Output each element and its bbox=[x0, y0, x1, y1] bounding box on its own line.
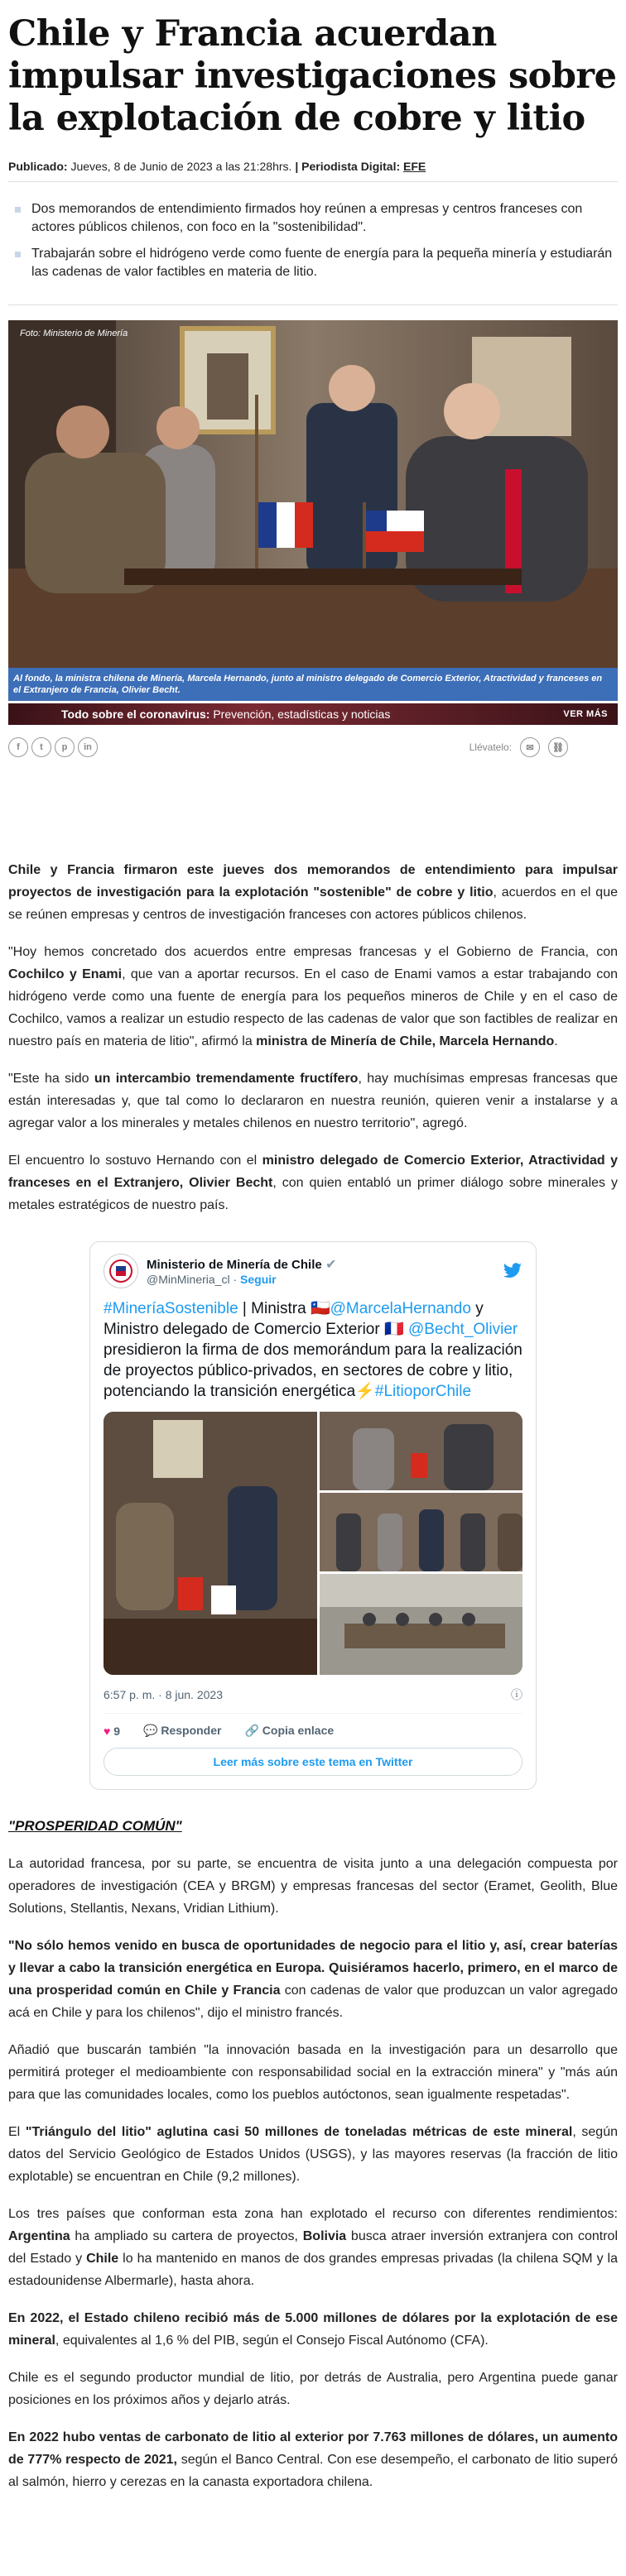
twitter-bird-icon[interactable] bbox=[503, 1263, 522, 1279]
photo-caption: Al fondo, la ministra chilena de Minería, Marcela Hernando, junto al ministro delegado de Comercio Exterior, Atractividad y franceses en el Extranjero de Francia, Olivier Becht. bbox=[8, 668, 618, 701]
text: , según datos del Servicio Geológico de Estados Unidos (USGS), y las mayores reservas (la fracción de litio explotable) se encuentran en Chile (9,2 millones). bbox=[8, 2125, 618, 2184]
summary-bullet: Dos memorandos de entendimiento firmados hoy reúnen a empresas y centros franceses con actores públicos chilenos, con foco en la "sostenibilidad". bbox=[8, 200, 618, 237]
paragraph bbox=[8, 2121, 618, 2188]
paragraph bbox=[8, 941, 618, 1053]
author-link[interactable]: EFE bbox=[403, 160, 426, 173]
reply-button[interactable] bbox=[143, 1724, 221, 1738]
read-more-twitter-button[interactable]: Leer más sobre este tema en Twitter bbox=[104, 1748, 522, 1776]
chile-flag-icon: 🇨🇱 bbox=[310, 1300, 330, 1317]
paragraph: Chile es el segundo productor mundial de litio, por detrás de Australia, pero Argentina puede ganar posiciones en los próximos años y dejarlo atrás. bbox=[8, 2371, 618, 2407]
save-label: Llévatelo: bbox=[469, 741, 512, 753]
tweet-photo[interactable] bbox=[320, 1493, 522, 1571]
summary-bullet: Trabajarán sobre el hidrógeno verde como fuente de energía para la pequeña minería y estudiarán las cadenas de valor factibles en materia de litio. bbox=[8, 245, 618, 281]
link-icon: 🔗 bbox=[244, 1724, 259, 1737]
save-area bbox=[470, 737, 568, 757]
tweet-author-name bbox=[147, 1256, 337, 1273]
bold-text: Argentina bbox=[8, 2229, 70, 2243]
text: según el Banco Central. Con ese desempeño, el carbonato de litio superó al salmón, hierro y cerezas en la canasta exportadora chilena. bbox=[8, 2453, 618, 2489]
text: El bbox=[8, 2125, 26, 2139]
text: presidieron la firma de dos memorándum para la realización de proyectos público-privados, en sectores de cobre y litio, potenciando la transición energética bbox=[104, 1341, 522, 1400]
text: con cadenas de valor que produzcan un valor agregado acá en Chile y para los chilenos", dijo el ministro francés. bbox=[8, 1984, 619, 2020]
text: | Ministra bbox=[238, 1300, 311, 1317]
follow-button[interactable]: Seguir bbox=[240, 1273, 277, 1286]
author-name: Ministerio de Minería de Chile bbox=[147, 1258, 322, 1272]
banner-subtext: Prevención, estadísticas y noticias bbox=[213, 708, 391, 721]
reply-icon: 💬 bbox=[143, 1724, 158, 1737]
paragraph bbox=[8, 859, 618, 926]
share-row bbox=[8, 735, 618, 760]
tweet-user[interactable] bbox=[104, 1254, 337, 1288]
article-title: Chile y Francia acuerdan impulsar investigaciones sobre la explotación de cobre y litio bbox=[8, 13, 617, 139]
paragraph: La autoridad francesa, por su parte, se encuentra de visita junto a una delegación compuesta por operadores de investigación (CEA y BRGM) y empresas francesas del sector (Eramet, Geolith, Blue Solutions, Stellantis, Nexans, Vridian Lithium). bbox=[8, 1857, 618, 1916]
text: ha ampliado su cartera de proyectos, bbox=[70, 2229, 303, 2243]
tweet-handle: @MinMineria_cl bbox=[147, 1273, 230, 1286]
text: El encuentro lo sostuvo Hernando con el bbox=[8, 1154, 262, 1168]
paragraph: Añadió que buscarán también "la innovación basada en la investigación para un desarrollo que permitirá proteger el medioambiente con responsabilidad social en la extracción minera" y "más aún para que las comunidades locales, como los pueblos autóctonos, sean igualmente respetadas". bbox=[8, 2043, 618, 2102]
tweet-photo[interactable] bbox=[320, 1574, 522, 1675]
hashtag-link[interactable]: #LitioporChile bbox=[374, 1383, 472, 1400]
paragraph bbox=[8, 1067, 618, 1134]
twitter-icon[interactable]: t bbox=[31, 737, 51, 757]
info-icon[interactable]: ⓘ bbox=[511, 1688, 522, 1701]
bold-text: Bolivia bbox=[302, 2229, 347, 2243]
paragraph bbox=[8, 2426, 618, 2493]
embedded-tweet bbox=[89, 1241, 537, 1790]
paragraph bbox=[8, 2203, 618, 2292]
text: "Este ha sido bbox=[8, 1072, 94, 1086]
banner-more-link[interactable]: VER MÁS bbox=[563, 709, 608, 719]
bold-text: En 2022 hubo ventas de carbonato de litio al exterior por 7.763 millones de dólares, un aumento de 777% respecto de 2021, bbox=[8, 2430, 618, 2467]
tweet-handle-row bbox=[147, 1273, 337, 1286]
like-button[interactable] bbox=[104, 1725, 120, 1738]
share-icons bbox=[8, 737, 98, 757]
summary-bullets bbox=[8, 200, 618, 305]
bold-text: Cochilco y Enami bbox=[8, 967, 123, 981]
main-photo bbox=[8, 320, 618, 668]
copy-link-button[interactable] bbox=[244, 1724, 334, 1738]
france-flag-icon: 🇫🇷 bbox=[384, 1321, 404, 1338]
tweet-time-row bbox=[104, 1686, 522, 1703]
bold-text: "No sólo hemos venido en busca de oportunidades de negocio para el litio y, así, crear baterías y llevar a cabo la transición energética en Europa. Quisiéramos hacerlo, primero, en el marco de una prosperidad común en Chile y Francia bbox=[8, 1939, 618, 1998]
email-icon[interactable]: ✉ bbox=[520, 737, 540, 757]
tweet-text bbox=[104, 1298, 522, 1402]
published-label: Publicado: bbox=[8, 160, 68, 173]
tweet-media-grid[interactable] bbox=[104, 1412, 522, 1675]
text: lo ha mantenido en manos de dos grandes empresas privadas (la chilena SQM y la estadounidense Albermarle), hasta ahora. bbox=[8, 2252, 618, 2288]
text: , equivalentes al 1,6 % del PIB, según el Consejo Fiscal Autónomo (CFA). bbox=[55, 2334, 489, 2348]
mention-link[interactable]: @Becht_Olivier bbox=[407, 1321, 518, 1338]
bold-text: un intercambio tremendamente fructífero bbox=[94, 1072, 359, 1086]
tweet-timestamp[interactable]: 6:57 p. m. · 8 jun. 2023 bbox=[104, 1688, 223, 1701]
like-count: 9 bbox=[113, 1724, 120, 1738]
ministry-logo-icon bbox=[104, 1254, 138, 1288]
verified-badge-icon: ✔ bbox=[325, 1258, 337, 1272]
lightning-icon: ⚡ bbox=[355, 1383, 375, 1400]
text: "Hoy hemos concretado dos acuerdos entre empresas francesas y el Gobierno de Francia, con bbox=[8, 945, 618, 959]
linkedin-icon[interactable]: in bbox=[78, 737, 98, 757]
banner-text bbox=[61, 708, 390, 721]
author-separator: | Periodista Digital: bbox=[295, 160, 401, 173]
text: y Ministro delegado de Comercio Exterior bbox=[104, 1300, 484, 1338]
copy-label: Copia enlace bbox=[262, 1724, 335, 1737]
text: , hay muchísimas empresas francesas que están interesadas y, que tal como lo declararon en nuestra reunión, quieren venir a instalarse y a agregar valor a los minerales y metales chilenos en nuestro territorio", agregó. bbox=[8, 1072, 619, 1130]
facebook-icon[interactable]: f bbox=[8, 737, 28, 757]
coronavirus-banner[interactable] bbox=[8, 703, 618, 725]
separator: · bbox=[229, 1273, 241, 1286]
bold-text: "Triángulo del litio" aglutina casi 50 millones de toneladas métricas de este mineral bbox=[25, 2125, 573, 2139]
article-body bbox=[8, 859, 618, 2493]
mention-link[interactable]: @MarcelaHernando bbox=[330, 1300, 471, 1317]
text: . bbox=[554, 1034, 558, 1048]
bold-text: ministra de Minería de Chile, Marcela Hernando bbox=[256, 1034, 555, 1048]
published-date: Jueves, 8 de Junio de 2023 a las 21:28hrs. bbox=[70, 160, 292, 173]
pinterest-icon[interactable]: p bbox=[55, 737, 75, 757]
reply-label: Responder bbox=[161, 1724, 222, 1737]
tweet-actions bbox=[104, 1713, 522, 1738]
bold-text: ministro delegado de Comercio Exterior, Atractividad y franceses en el Extranjero, Olivier Becht bbox=[8, 1154, 619, 1190]
bold-text: Chile bbox=[86, 2252, 119, 2266]
bold-text: Chile y Francia firmaron este jueves dos memorandos de entendimiento para impulsar proyectos de investigación para la explotación "sostenible" de cobre y litio bbox=[8, 863, 618, 899]
tweet-photo[interactable] bbox=[320, 1412, 522, 1490]
link-icon[interactable]: ⛓ bbox=[548, 737, 568, 757]
paragraph bbox=[8, 1935, 618, 2024]
paragraph bbox=[8, 1149, 618, 1216]
text: , que van a aportar recursos. En el caso de Enami vamos a estar trabajando con hidrógeno verde como una fuente de energía para los pequeños mineros de Chile y en el caso de Cochilco, vamos a realizar un estudio respecto de las cadenas de valor que son factibles de realizar en nuestro país en materia de litio", afirmó la bbox=[8, 967, 618, 1048]
text: busca atraer inversión extranjera con control del Estado y bbox=[8, 2229, 618, 2266]
paragraph bbox=[8, 2307, 618, 2352]
photo-credit: Foto: Ministerio de Minería bbox=[20, 329, 128, 338]
bold-text: En 2022, el Estado chileno recibió más de 5.000 millones de dólares por la explotación de ese mineral bbox=[8, 2311, 618, 2348]
text: Los tres países que conforman esta zona han explotado el recurso con diferentes rendimientos: bbox=[8, 2207, 618, 2221]
tweet-photo[interactable] bbox=[104, 1412, 317, 1675]
text: , acuerdos en el que se reúnen empresas y centros de investigación franceses con actores públicos chilenos. bbox=[8, 885, 618, 922]
banner-bold: Todo sobre el coronavirus: bbox=[61, 708, 210, 721]
photo-illustration bbox=[8, 320, 618, 668]
tweet-header bbox=[104, 1254, 522, 1288]
hashtag-link[interactable]: #MineríaSostenible bbox=[104, 1300, 238, 1317]
text: , con quien entabló un primer diálogo sobre minerales y metales estratégicos de nuestro país. bbox=[8, 1176, 618, 1212]
heart-icon: ♥ bbox=[104, 1724, 111, 1738]
section-heading: "PROSPERIDAD COMÚN" bbox=[8, 1818, 182, 1834]
article-meta bbox=[8, 160, 618, 182]
